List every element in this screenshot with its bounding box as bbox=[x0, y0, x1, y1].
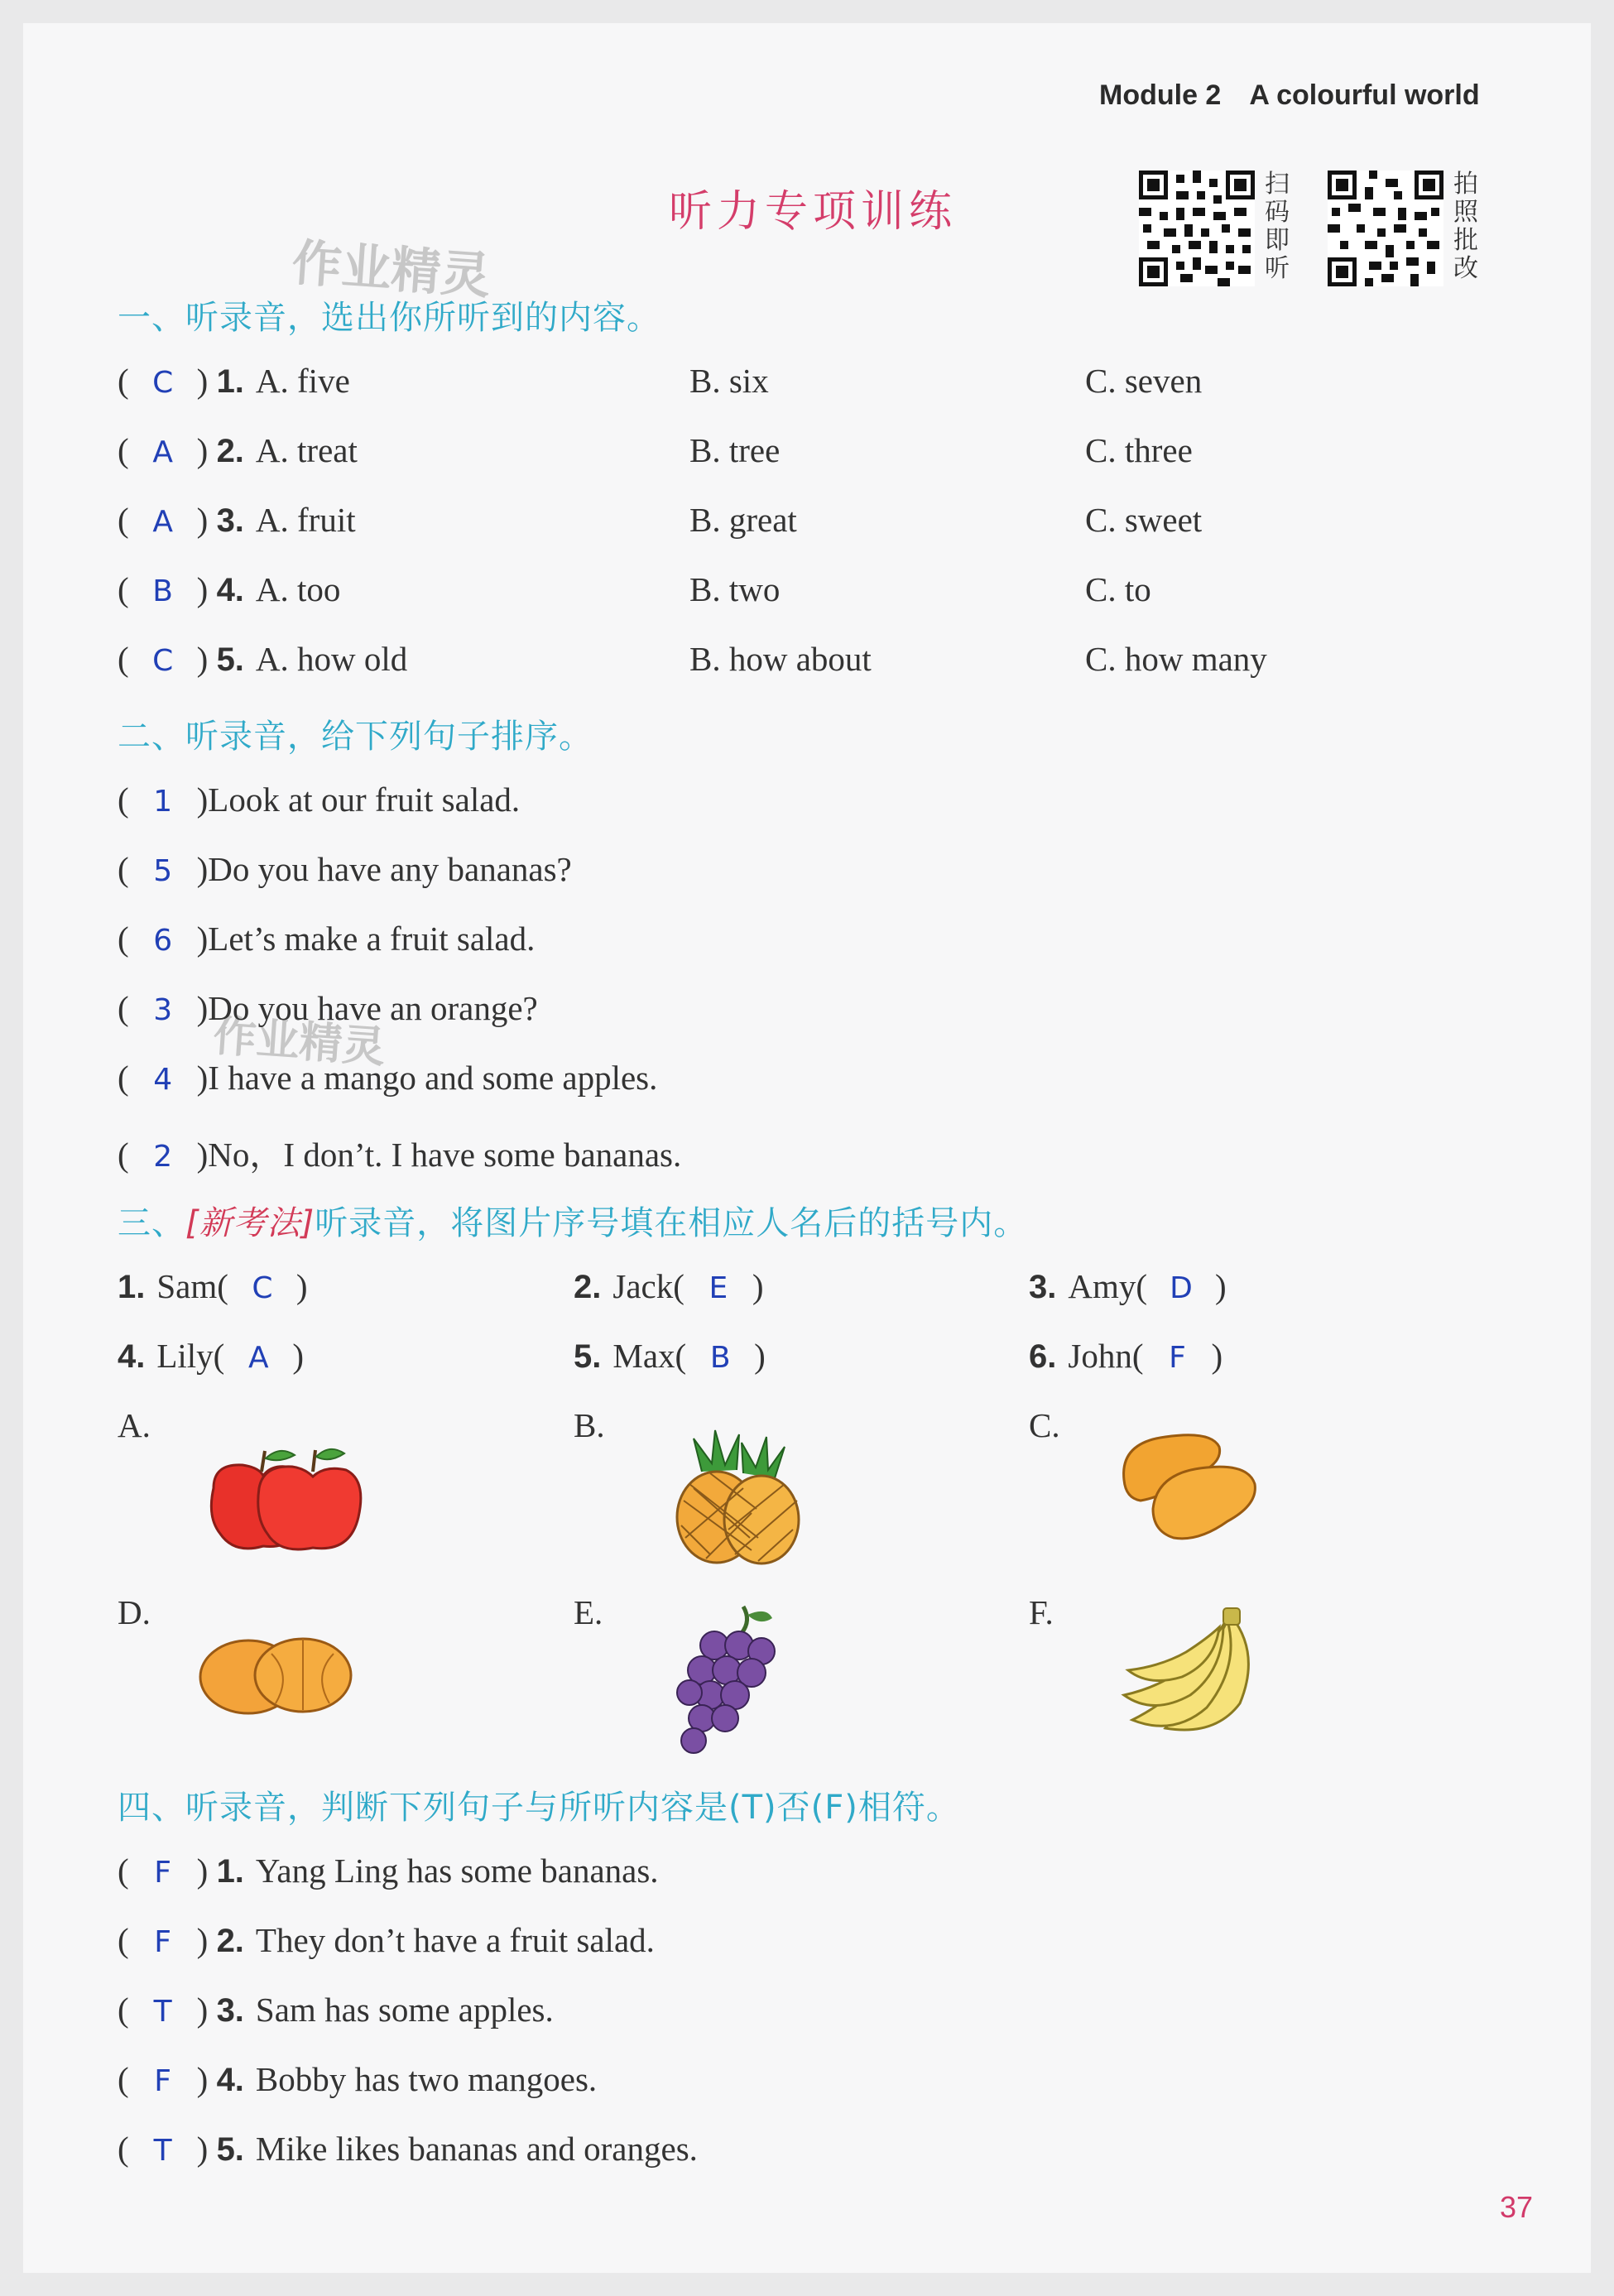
item-number: 4. bbox=[216, 572, 244, 608]
answer-mark: F bbox=[154, 1856, 172, 1890]
answer-mark: B bbox=[152, 574, 173, 608]
answer-mark: D bbox=[1170, 1271, 1193, 1305]
choice-row: ( C ) 5. A. how old bbox=[118, 640, 408, 678]
answer-mark: F bbox=[154, 1925, 172, 1959]
name-match-item: 5. Max( B ) bbox=[574, 1337, 766, 1375]
choice-row: ( C ) 1. A. five bbox=[118, 362, 350, 400]
sentence: )I have a mango and some apples. bbox=[196, 1059, 658, 1097]
true-false-row: ( F ) 1. Yang Ling has some bananas. bbox=[118, 1852, 659, 1890]
qr-code-grade[interactable] bbox=[1328, 171, 1443, 291]
ordering-row: ( 4 )I have a mango and some apples. bbox=[118, 1059, 658, 1097]
page-title: 听力专项训练 bbox=[669, 187, 958, 237]
option-b: B. how about bbox=[689, 640, 872, 678]
sentence: Sam has some apples. bbox=[255, 1991, 554, 2029]
option-c: C. seven bbox=[1085, 362, 1203, 400]
answer-mark: C bbox=[252, 1271, 273, 1305]
sentence: Bobby has two mangoes. bbox=[255, 2060, 598, 2098]
answer-mark: F bbox=[1169, 1341, 1186, 1375]
mangoes-icon bbox=[1107, 1422, 1265, 1559]
sentence: )Look at our fruit salad. bbox=[196, 781, 521, 819]
person-name: Max( bbox=[612, 1337, 687, 1375]
item-number: 1. bbox=[216, 1853, 244, 1890]
option-c: C. how many bbox=[1085, 640, 1267, 678]
answer-mark: T bbox=[153, 2134, 172, 2168]
option-a: A. fruit bbox=[255, 501, 356, 539]
item-number: 5. bbox=[216, 641, 244, 678]
ordering-row: ( 5 )Do you have any bananas? bbox=[118, 850, 572, 888]
person-name: Sam( bbox=[156, 1267, 228, 1305]
choice-row: ( A ) 3. A. fruit bbox=[118, 501, 356, 539]
answer-mark: F bbox=[154, 2064, 172, 2098]
module-header bbox=[1099, 79, 1508, 112]
answer-mark: 6 bbox=[153, 924, 173, 958]
answer-mark: 2 bbox=[153, 1140, 173, 1174]
answer-mark: A bbox=[152, 435, 173, 469]
apples-icon bbox=[197, 1439, 371, 1567]
pineapple-icon bbox=[660, 1422, 809, 1571]
ordering-row: ( 2 )No，I don’t. I have some bananas. bbox=[118, 1136, 682, 1174]
picture-label: E. bbox=[574, 1593, 603, 1631]
option-b: B. great bbox=[689, 501, 797, 539]
grapes-icon bbox=[669, 1600, 785, 1761]
person-name: Lily( bbox=[156, 1337, 225, 1375]
answer-mark: A bbox=[248, 1341, 269, 1375]
choice-row: ( A ) 2. A. treat bbox=[118, 431, 358, 469]
ordering-row: ( 1 )Look at our fruit salad. bbox=[118, 781, 521, 819]
name-match-item: 1. Sam( C ) bbox=[118, 1267, 308, 1305]
sentence: )Do you have any bananas? bbox=[196, 850, 572, 888]
option-b: B. tree bbox=[689, 431, 781, 469]
name-match-item: 4. Lily( A ) bbox=[118, 1337, 304, 1375]
option-c: C. sweet bbox=[1085, 501, 1203, 539]
true-false-row: ( F ) 4. Bobby has two mangoes. bbox=[118, 2060, 598, 2098]
item-number: 1. bbox=[216, 363, 244, 400]
sentence: Mike likes bananas and oranges. bbox=[255, 2130, 698, 2168]
watermark: 作业精灵 bbox=[290, 233, 492, 306]
sentence: Yang Ling has some bananas. bbox=[255, 1852, 659, 1890]
oranges-icon bbox=[197, 1629, 354, 1724]
section-4-heading: 四、听录音，判断下列句子与所听内容是(T)否(F)相符。 bbox=[118, 1789, 960, 1827]
module-number: Module 2 bbox=[1099, 79, 1222, 111]
option-b: B. six bbox=[689, 362, 769, 400]
option-a: A. treat bbox=[255, 431, 358, 469]
option-a: A. too bbox=[255, 570, 341, 608]
name-match-item: 6. John( F ) bbox=[1029, 1337, 1223, 1375]
ordering-row: ( 6 )Let’s make a fruit salad. bbox=[118, 920, 536, 958]
answer-mark: 1 bbox=[153, 785, 173, 819]
picture-label: F. bbox=[1029, 1593, 1054, 1631]
ordering-row: ( 3 )Do you have an orange? bbox=[118, 989, 538, 1027]
worksheet-page bbox=[23, 23, 1591, 2273]
item-number: 4. bbox=[216, 2062, 244, 2098]
answer-mark: C bbox=[152, 366, 174, 400]
qr-code-icon bbox=[1328, 171, 1443, 286]
answer-mark: 5 bbox=[153, 854, 173, 888]
sentence: They don’t have a fruit salad. bbox=[255, 1921, 655, 1959]
person-name: Amy( bbox=[1068, 1267, 1148, 1305]
picture-label: B. bbox=[574, 1406, 605, 1444]
item-number: 5. bbox=[216, 2131, 244, 2168]
qr-label-listen: 扫码即听 bbox=[1265, 170, 1290, 283]
bananas-icon bbox=[1116, 1604, 1265, 1741]
watermark: 作业精灵 bbox=[211, 1011, 387, 1074]
option-a: A. how old bbox=[255, 640, 408, 678]
section-1-heading: 一、听录音，选出你所听到的内容。 bbox=[118, 299, 660, 337]
person-name: John( bbox=[1068, 1337, 1144, 1375]
answer-mark: T bbox=[153, 1995, 172, 2029]
module-title: A colourful world bbox=[1249, 79, 1480, 111]
name-match-item: 2. Jack( E ) bbox=[574, 1267, 764, 1305]
answer-mark: A bbox=[152, 505, 173, 539]
option-a: A. five bbox=[255, 362, 350, 400]
sentence: )No，I don’t. I have some bananas. bbox=[196, 1136, 682, 1174]
answer-mark: 4 bbox=[153, 1063, 173, 1097]
sentence: )Do you have an orange? bbox=[196, 989, 538, 1027]
item-number: 3. bbox=[216, 1992, 244, 2029]
choice-row: ( B ) 4. A. too bbox=[118, 570, 341, 608]
qr-code-icon bbox=[1139, 171, 1255, 286]
option-c: C. to bbox=[1085, 570, 1151, 608]
person-name: Jack( bbox=[612, 1267, 685, 1305]
item-number: 2. bbox=[216, 1923, 244, 1959]
true-false-row: ( F ) 2. They don’t have a fruit salad. bbox=[118, 1921, 655, 1959]
page-number: 37 bbox=[1500, 2190, 1534, 2224]
answer-mark: E bbox=[709, 1271, 728, 1305]
item-number: 3. bbox=[216, 502, 244, 539]
answer-mark: B bbox=[709, 1341, 731, 1375]
name-match-item: 3. Amy( D ) bbox=[1029, 1267, 1227, 1305]
item-number: 2. bbox=[216, 433, 244, 469]
picture-label: C. bbox=[1029, 1406, 1060, 1444]
section-3-heading: 三、[新考法]听录音，将图片序号填在相应人名后的括号内。 bbox=[118, 1204, 1028, 1242]
picture-label: D. bbox=[118, 1593, 151, 1631]
true-false-row: ( T ) 3. Sam has some apples. bbox=[118, 1991, 554, 2029]
answer-mark: 3 bbox=[153, 993, 173, 1027]
option-b: B. two bbox=[689, 570, 781, 608]
sentence: )Let’s make a fruit salad. bbox=[196, 920, 536, 958]
answer-mark: C bbox=[152, 644, 174, 678]
section-2-heading: 二、听录音，给下列句子排序。 bbox=[118, 718, 593, 756]
option-c: C. three bbox=[1085, 431, 1193, 469]
true-false-row: ( T ) 5. Mike likes bananas and oranges. bbox=[118, 2130, 698, 2168]
qr-code-listen[interactable] bbox=[1139, 171, 1255, 291]
qr-label-grade: 拍照批改 bbox=[1453, 170, 1478, 283]
picture-label: A. bbox=[118, 1406, 151, 1444]
new-exam-tag: [新考法] bbox=[185, 1204, 315, 1242]
